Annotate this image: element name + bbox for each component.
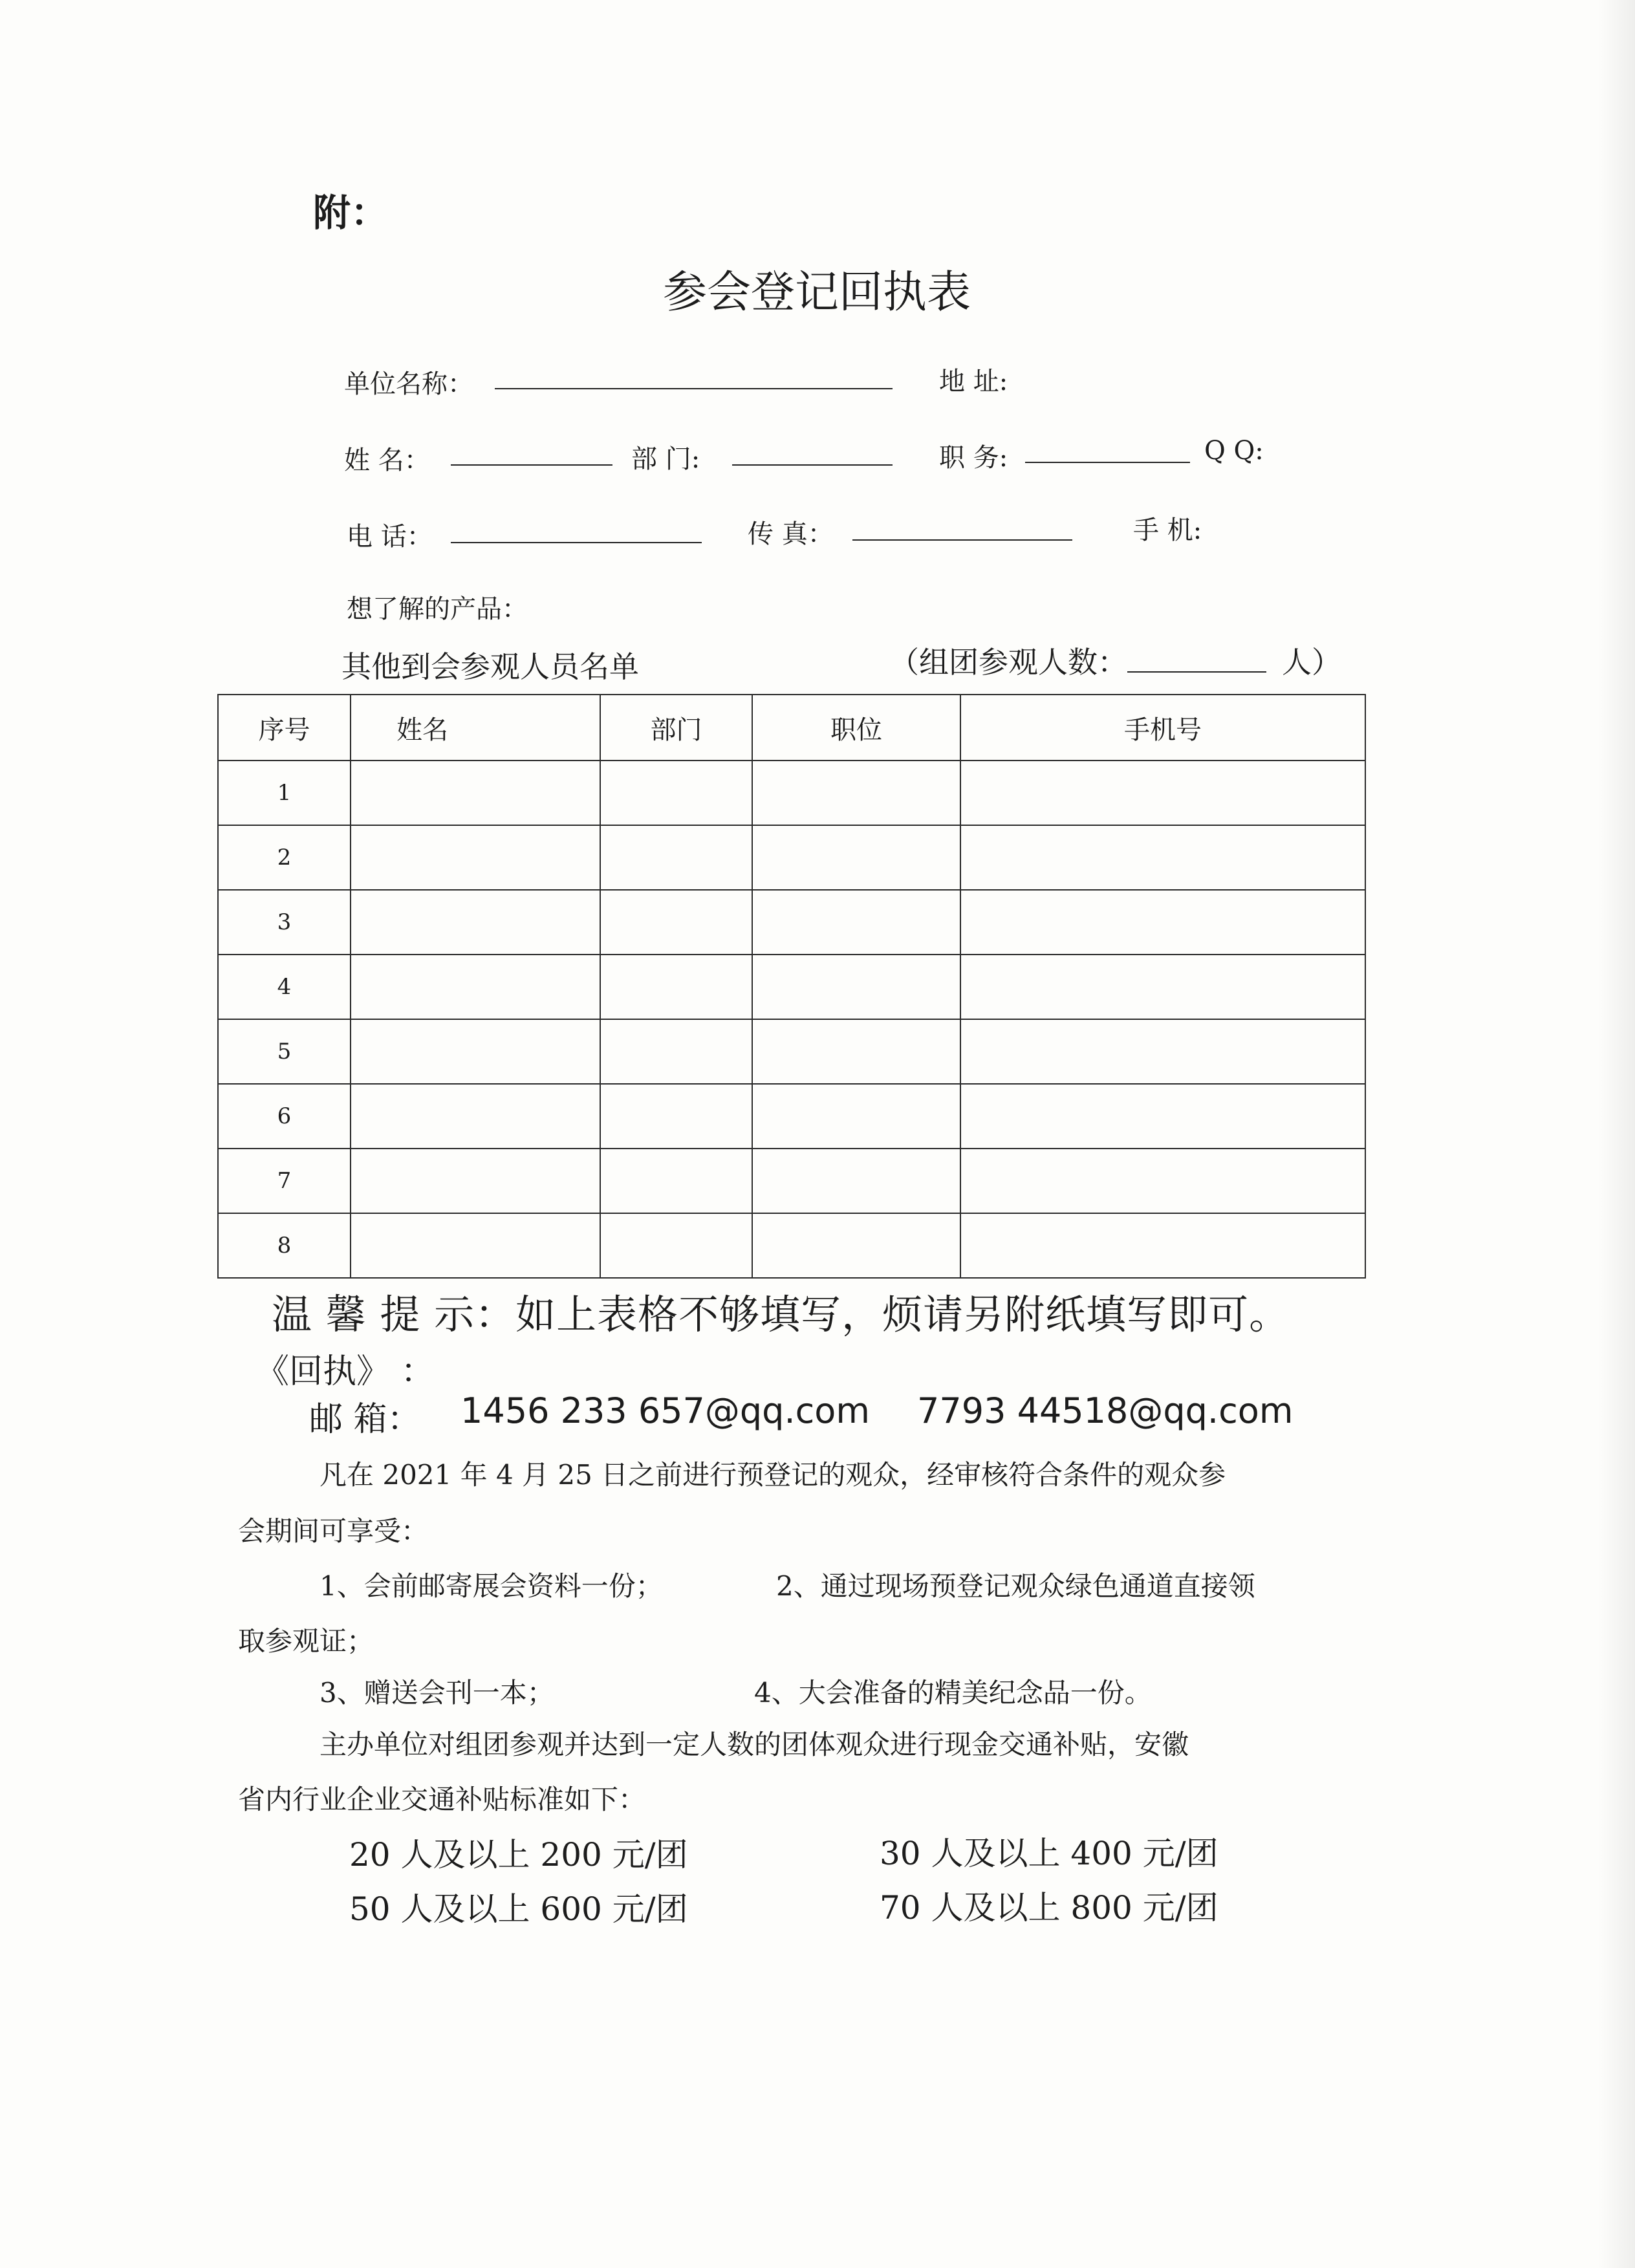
cell-department[interactable]: [600, 890, 752, 955]
table-header-row: [218, 695, 1365, 761]
subsidy-intro-line2: 省内行业企业交通补贴标准如下：: [238, 1784, 646, 1815]
cell-name[interactable]: [351, 1213, 600, 1278]
email-label: 邮 箱：: [309, 1400, 421, 1439]
cell-position[interactable]: [752, 955, 960, 1019]
receipt-label: 《回执》 ：: [255, 1352, 435, 1391]
group-count: [889, 639, 1341, 682]
row-seq: 6: [218, 1084, 351, 1149]
cell-position[interactable]: [752, 1213, 960, 1278]
department-label: 部 门:: [631, 444, 700, 474]
cell-department[interactable]: [600, 825, 752, 890]
cell-mobile[interactable]: [960, 1213, 1365, 1278]
position-field[interactable]: [1025, 462, 1190, 463]
cell-mobile[interactable]: [960, 1149, 1365, 1213]
cell-position[interactable]: [752, 761, 960, 825]
header-position: 职位: [752, 695, 960, 761]
fax-field[interactable]: [852, 539, 1072, 541]
table-row: [218, 825, 1365, 890]
cell-mobile[interactable]: [960, 761, 1365, 825]
group-count-suffix: 人）: [1282, 645, 1341, 680]
row-seq: 8: [218, 1213, 351, 1278]
header-department: 部门: [600, 695, 752, 761]
scan-edge: [1597, 0, 1635, 2268]
roster-table: [217, 694, 1366, 1279]
cell-department[interactable]: [600, 1213, 752, 1278]
header-mobile: 手机号: [960, 695, 1365, 761]
cell-mobile[interactable]: [960, 825, 1365, 890]
cell-department[interactable]: [600, 761, 752, 825]
name-field[interactable]: [451, 464, 612, 466]
table-row: [218, 761, 1365, 825]
mobile-label: 手 机:: [1133, 515, 1202, 545]
group-count-prefix: （组团参观人数：: [889, 645, 1127, 680]
unit-name-field[interactable]: [495, 388, 893, 389]
subsidy-tier-4: 70 人及以上 800 元/团: [880, 1889, 1218, 1927]
name-label: 姓 名：: [344, 446, 430, 475]
row-seq: 1: [218, 761, 351, 825]
row-seq: 5: [218, 1019, 351, 1084]
roster-heading: 其他到会参观人员名单: [341, 649, 639, 684]
table-row: [218, 1213, 1365, 1278]
cell-mobile[interactable]: [960, 1084, 1365, 1149]
cell-mobile[interactable]: [960, 1019, 1365, 1084]
subsidy-tier-3: 50 人及以上 600 元/团: [349, 1890, 688, 1928]
cell-position[interactable]: [752, 890, 960, 955]
row-seq: 3: [218, 890, 351, 955]
email-address-1[interactable]: 1456 233 657@qq.com: [460, 1390, 870, 1431]
subsidy-intro-line1: 主办单位对组团参观并达到一定人数的团体观众进行现金交通补贴，安徽: [319, 1729, 1189, 1760]
annex-label: 附：: [313, 191, 389, 235]
cell-name[interactable]: [351, 825, 600, 890]
header-seq: 序号: [218, 695, 351, 761]
cell-position[interactable]: [752, 1084, 960, 1149]
subsidy-tier-2: 30 人及以上 400 元/团: [880, 1835, 1218, 1872]
table-row: [218, 1084, 1365, 1149]
cell-department[interactable]: [600, 955, 752, 1019]
table-row: [218, 1019, 1365, 1084]
row-seq: 2: [218, 825, 351, 890]
cell-department[interactable]: [600, 1019, 752, 1084]
table-row: [218, 890, 1365, 955]
cell-mobile[interactable]: [960, 890, 1365, 955]
phone-label: 电 话：: [347, 522, 433, 552]
benefit-item-2-cont: 取参观证；: [238, 1625, 374, 1657]
table-row: [218, 955, 1365, 1019]
table-row: [218, 1149, 1365, 1213]
cell-position[interactable]: [752, 825, 960, 890]
cell-name[interactable]: [351, 955, 600, 1019]
cell-department[interactable]: [600, 1084, 752, 1149]
benefit-item-2: 2、通过现场预登记观众绿色通道直接领: [776, 1570, 1255, 1602]
warm-tip: 温 馨 提 示：如上表格不够填写，烦请另附纸填写即可。: [272, 1291, 1290, 1338]
benefit-item-4: 4、大会准备的精美纪念品一份。: [754, 1677, 1152, 1709]
row-seq: 4: [218, 955, 351, 1019]
department-field[interactable]: [732, 464, 893, 466]
benefit-item-3: 3、赠送会刊一本；: [319, 1677, 554, 1709]
cell-name[interactable]: [351, 890, 600, 955]
benefits-intro-line2: 会期间可享受：: [238, 1515, 429, 1547]
phone-field[interactable]: [451, 542, 702, 543]
cell-department[interactable]: [600, 1149, 752, 1213]
cell-name[interactable]: [351, 1084, 600, 1149]
form-title: 参会登记回执表: [663, 267, 971, 318]
cell-position[interactable]: [752, 1019, 960, 1084]
position-label: 职 务:: [939, 443, 1008, 473]
cell-name[interactable]: [351, 1149, 600, 1213]
fax-label: 传 真：: [748, 519, 834, 549]
qq-label: Q Q:: [1204, 436, 1264, 466]
cell-position[interactable]: [752, 1149, 960, 1213]
address-label: 地 址:: [939, 367, 1008, 396]
subsidy-tier-1: 20 人及以上 200 元/团: [349, 1836, 688, 1874]
benefit-item-1: 1、会前邮寄展会资料一份；: [319, 1570, 663, 1602]
cell-mobile[interactable]: [960, 955, 1365, 1019]
email-address-2[interactable]: 7793 44518@qq.com: [917, 1390, 1294, 1431]
cell-name[interactable]: [351, 1019, 600, 1084]
unit-name-label: 单位名称：: [344, 369, 473, 399]
group-count-field[interactable]: [1127, 649, 1266, 673]
row-seq: 7: [218, 1149, 351, 1213]
products-label: 想了解的产品：: [347, 594, 528, 624]
cell-name[interactable]: [351, 761, 600, 825]
header-name: 姓名: [351, 695, 600, 761]
benefits-intro-line1: 凡在 2021 年 4 月 25 日之前进行预登记的观众，经审核符合条件的观众参: [319, 1459, 1226, 1491]
